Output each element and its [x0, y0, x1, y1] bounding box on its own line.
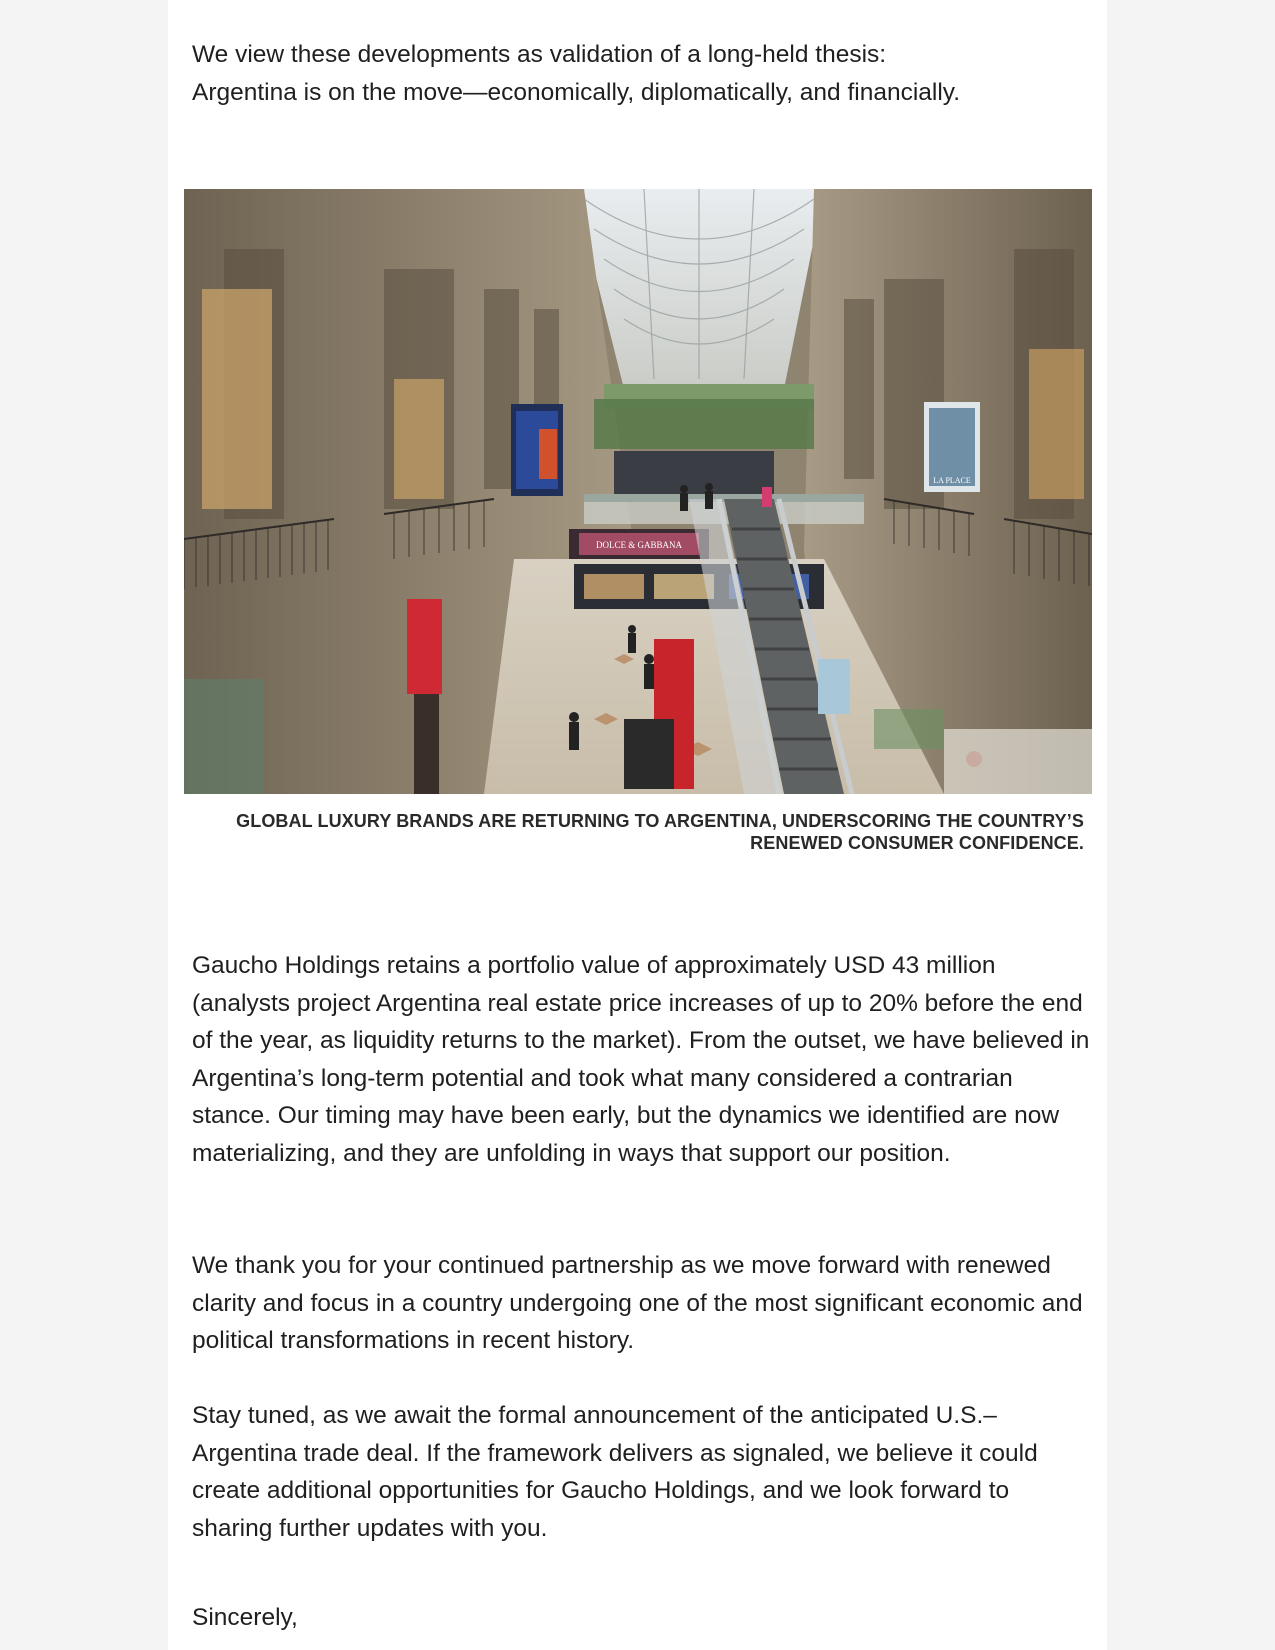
- photo-caption: GLOBAL LUXURY BRANDS ARE RETURNING TO ARGENTINA, UNDERSCORING THE COUNTRY’S RENEWED CONSUMER CONFIDENCE.: [236, 811, 1084, 853]
- stay-tuned-paragraph: Stay tuned, as we await the formal announcement of the anticipated U.S.–Argentina trade deal. If the framework delivers as signaled, we believe it could create additional opportunities for Gaucho Holdings, and we look forward to sharing further updates with you.: [192, 1402, 1038, 1542]
- shopping-gallery-photo: [184, 189, 1092, 794]
- gallery-illustration: [184, 189, 1092, 794]
- sign-left-text: DOLCE & GABBANA: [595, 540, 683, 550]
- sign-right-text: LA PLACE: [933, 476, 971, 485]
- thanks-paragraph: We thank you for your continued partnership as we move forward with renewed clarity and focus in a country undergoing one of the most significant economic and political transformations in recent history.: [192, 1252, 1083, 1354]
- signoff: Sincerely,: [192, 1604, 298, 1631]
- intro-paragraph: We view these developments as validation of a long-held thesis: Argentina is on the move—economically, diplomatically, and financially.: [192, 41, 961, 106]
- letter-page: [168, 0, 1107, 1650]
- portfolio-paragraph: Gaucho Holdings retains a portfolio value of approximately USD 43 million (analysts project Argentina real estate price increases of up to 20% before the end of the year, as liquidity returns to the market). From the outset, we have believed in Argentina’s long-term potential and took what many considered a contrarian stance. Our timing may have been early, but the dynamics we identified are now materializing, and they are unfolding in ways that support our position.: [192, 952, 1090, 1167]
